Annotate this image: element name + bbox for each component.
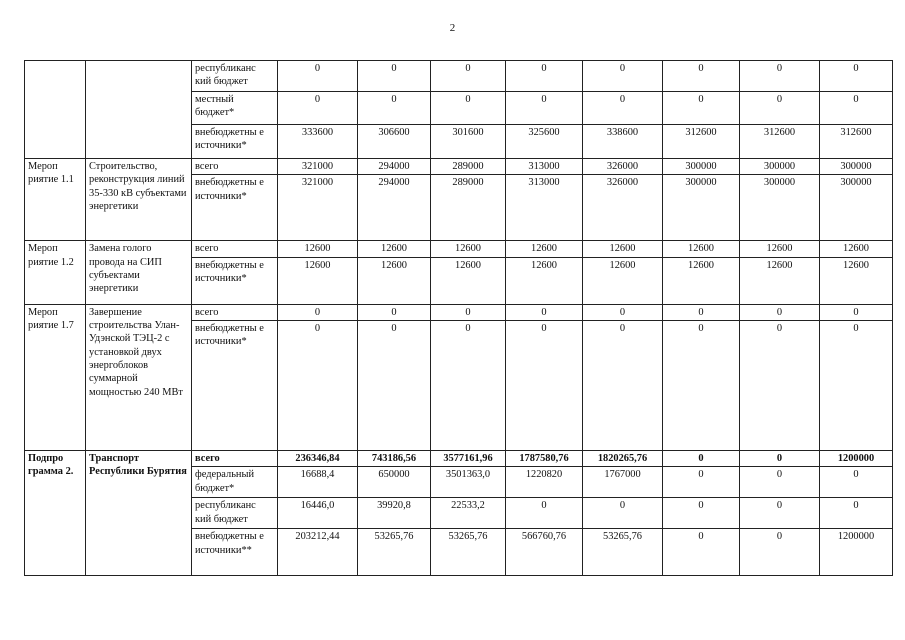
value-cell: 300000: [740, 175, 820, 241]
value-cell: 326000: [583, 159, 663, 175]
value-cell: 12600: [820, 241, 893, 257]
value-cell: 0: [358, 92, 431, 125]
table-row: [25, 450, 893, 466]
value-cell: 12600: [278, 257, 358, 304]
value-cell: 0: [663, 450, 740, 466]
table-row: [25, 304, 893, 320]
page-number: 2: [449, 22, 456, 34]
value-cell: 321000: [278, 159, 358, 175]
value-cell: 12600: [431, 241, 506, 257]
value-cell: 312600: [740, 125, 820, 159]
value-cell: 0: [820, 304, 893, 320]
source-cell: внебюджетны е источники*: [192, 320, 278, 450]
value-cell: 0: [431, 61, 506, 92]
value-cell: 12600: [506, 241, 583, 257]
measure-name: Завершение строительства Улан-Удэнской ТЭЦ-2 с установкой двух энергоблоков суммарной мощностью 240 МВт: [86, 304, 192, 450]
source-cell: всего: [192, 241, 278, 257]
measure-code: Мероп риятие 1.2: [25, 241, 86, 304]
value-cell: 0: [583, 320, 663, 450]
value-cell: 326000: [583, 175, 663, 241]
measure-name: Строительство, реконструкция линий 35-330 кВ субъектами энергетики: [86, 159, 192, 241]
value-cell: 0: [278, 320, 358, 450]
value-cell: 0: [820, 61, 893, 92]
value-cell: 22533,2: [431, 498, 506, 529]
value-cell: 53265,76: [431, 529, 506, 576]
value-cell: 0: [820, 498, 893, 529]
value-cell: 743186,56: [358, 450, 431, 466]
value-cell: 0: [663, 529, 740, 576]
value-cell: 16688,4: [278, 467, 358, 498]
value-cell: 0: [358, 61, 431, 92]
value-cell: 1200000: [820, 529, 893, 576]
value-cell: 300000: [740, 159, 820, 175]
value-cell: 12600: [740, 241, 820, 257]
value-cell: 0: [663, 61, 740, 92]
value-cell: 0: [506, 320, 583, 450]
value-cell: 12600: [506, 257, 583, 304]
value-cell: 0: [431, 320, 506, 450]
value-cell: 203212,44: [278, 529, 358, 576]
value-cell: 306600: [358, 125, 431, 159]
value-cell: 294000: [358, 175, 431, 241]
value-cell: 0: [820, 320, 893, 450]
source-cell: внебюджетны е источники*: [192, 175, 278, 241]
code-cell: [25, 61, 86, 159]
name-cell: [86, 61, 192, 159]
value-cell: 321000: [278, 175, 358, 241]
value-cell: 12600: [583, 241, 663, 257]
value-cell: 0: [583, 92, 663, 125]
value-cell: 301600: [431, 125, 506, 159]
table-row: [25, 61, 893, 92]
value-cell: 236346,84: [278, 450, 358, 466]
value-cell: 313000: [506, 175, 583, 241]
value-cell: 12600: [278, 241, 358, 257]
value-cell: 0: [506, 61, 583, 92]
value-cell: 0: [740, 304, 820, 320]
value-cell: 0: [740, 498, 820, 529]
value-cell: 3577161,96: [431, 450, 506, 466]
value-cell: 0: [278, 304, 358, 320]
value-cell: 1200000: [820, 450, 893, 466]
value-cell: 0: [740, 529, 820, 576]
value-cell: 0: [431, 92, 506, 125]
subprogram-name: Транспорт Республики Бурятия: [86, 450, 192, 575]
value-cell: 12600: [358, 257, 431, 304]
value-cell: 0: [820, 92, 893, 125]
value-cell: 3501363,0: [431, 467, 506, 498]
value-cell: 325600: [506, 125, 583, 159]
value-cell: 0: [663, 304, 740, 320]
value-cell: 0: [740, 450, 820, 466]
value-cell: 16446,0: [278, 498, 358, 529]
source-cell: всего: [192, 450, 278, 466]
value-cell: 313000: [506, 159, 583, 175]
value-cell: 0: [506, 498, 583, 529]
value-cell: 0: [506, 92, 583, 125]
value-cell: 566760,76: [506, 529, 583, 576]
value-cell: 338600: [583, 125, 663, 159]
source-cell: федеральный бюджет*: [192, 467, 278, 498]
value-cell: 300000: [663, 159, 740, 175]
value-cell: 1820265,76: [583, 450, 663, 466]
value-cell: 294000: [358, 159, 431, 175]
value-cell: 289000: [431, 175, 506, 241]
value-cell: 650000: [358, 467, 431, 498]
value-cell: 0: [583, 61, 663, 92]
value-cell: 300000: [820, 175, 893, 241]
value-cell: 0: [431, 304, 506, 320]
source-cell: местный бюджет*: [192, 92, 278, 125]
value-cell: 0: [583, 304, 663, 320]
budget-table: [24, 60, 893, 576]
source-cell: внебюджетны е источники*: [192, 257, 278, 304]
table-row: [25, 241, 893, 257]
value-cell: 300000: [663, 175, 740, 241]
value-cell: 333600: [278, 125, 358, 159]
value-cell: 0: [583, 498, 663, 529]
value-cell: 0: [663, 92, 740, 125]
measure-code: Мероп риятие 1.7: [25, 304, 86, 450]
table-row: [25, 159, 893, 175]
subprogram-code: Подпро грамма 2.: [25, 450, 86, 575]
value-cell: 0: [506, 304, 583, 320]
value-cell: 12600: [431, 257, 506, 304]
value-cell: 53265,76: [583, 529, 663, 576]
source-cell: всего: [192, 304, 278, 320]
value-cell: 12600: [663, 241, 740, 257]
value-cell: 0: [663, 320, 740, 450]
value-cell: 0: [740, 467, 820, 498]
value-cell: 0: [358, 304, 431, 320]
value-cell: 12600: [583, 257, 663, 304]
value-cell: 300000: [820, 159, 893, 175]
value-cell: 312600: [820, 125, 893, 159]
source-cell: всего: [192, 159, 278, 175]
source-cell: внебюджетны е источники*: [192, 125, 278, 159]
value-cell: 12600: [663, 257, 740, 304]
measure-code: Мероп риятие 1.1: [25, 159, 86, 241]
source-cell: республиканс кий бюджет: [192, 498, 278, 529]
value-cell: 0: [663, 498, 740, 529]
value-cell: 39920,8: [358, 498, 431, 529]
value-cell: 1220820: [506, 467, 583, 498]
value-cell: 0: [820, 467, 893, 498]
value-cell: 1787580,76: [506, 450, 583, 466]
value-cell: 0: [358, 320, 431, 450]
value-cell: 312600: [663, 125, 740, 159]
value-cell: 0: [278, 61, 358, 92]
value-cell: 289000: [431, 159, 506, 175]
value-cell: 0: [740, 320, 820, 450]
value-cell: 12600: [740, 257, 820, 304]
value-cell: 0: [740, 61, 820, 92]
value-cell: 12600: [358, 241, 431, 257]
measure-name: Замена голого провода на СИП субъектами энергетики: [86, 241, 192, 304]
value-cell: 0: [663, 467, 740, 498]
value-cell: 53265,76: [358, 529, 431, 576]
value-cell: 0: [740, 92, 820, 125]
value-cell: 0: [278, 92, 358, 125]
source-cell: республиканс кий бюджет: [192, 61, 278, 92]
value-cell: 1767000: [583, 467, 663, 498]
source-cell: внебюджетны е источники**: [192, 529, 278, 576]
value-cell: 12600: [820, 257, 893, 304]
